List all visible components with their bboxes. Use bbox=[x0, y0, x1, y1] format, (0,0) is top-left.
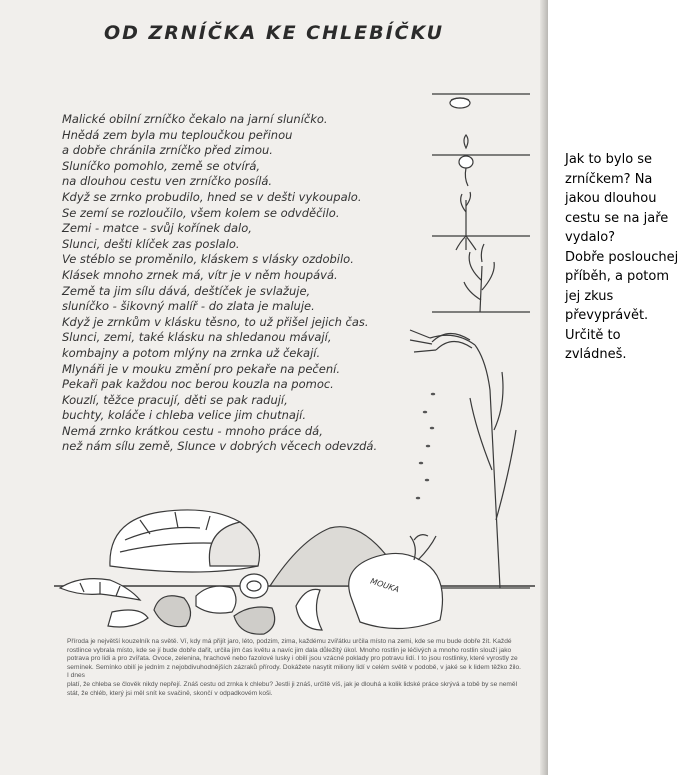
seed-stage-illustration bbox=[432, 94, 530, 108]
caption-text bbox=[67, 638, 521, 698]
caption-line: Příroda je největší kouzelník na světě. Ví, kdy má přijít jaro, léto, podzim, zima, každému zvířátku určila místo na zemi, kde se mu bude dobře žít. Každé bbox=[67, 638, 512, 645]
poem-line: a dobře chránila zrníčko před zimou. bbox=[62, 143, 273, 158]
poem-line: Mlynáři je v mouku změní pro pekaře na pečení. bbox=[62, 361, 340, 376]
poem-line: Pekaři pak každou noc berou kouzla na pomoc. bbox=[62, 377, 334, 392]
sidenote-line: převyprávět. bbox=[565, 308, 649, 323]
baguette-illustration bbox=[108, 610, 148, 627]
sidenote-line: Jak to bylo se bbox=[565, 152, 653, 167]
crescent-roll-illustration bbox=[296, 589, 322, 630]
poem-line: Slunci, zemi, také klásku na shledanou mávají, bbox=[62, 330, 332, 345]
caption-line: semínek. Semínko obilí je jedním z nejobdivuhodnějších zázraků přírody. Dokážete nasytit miliony lidí v celém světě v podobě, v jaké se k lidem těžko žilo. I dnes bbox=[67, 663, 521, 680]
poem-line: kombajny a potom mlýny na zrnka už čekají. bbox=[62, 345, 321, 360]
caption-line: rostlince vybrala místo, kde se jí bude dobře dařit, určila jim čas květu a navíc jim dala důležitý úkol. Mnoho rostlin je léčivých a mnoho rostlin slouží jako bbox=[67, 646, 512, 654]
sidenote-line: vydalo? bbox=[565, 230, 616, 245]
caption-line: potrava pro lidi a pro zvířata. Ovoce, zelenina, hrachové nebo fazolové lusky i obilí jsou vzácné poklady pro potravu lidí. I to jsou rostlinky, které vyrostly ze bbox=[67, 655, 518, 663]
poem-line: Nemá zrnko krátkou cestu - mnoho práce dá, bbox=[62, 423, 323, 438]
sidenote-line: zvládneš. bbox=[565, 347, 627, 362]
flour-sack-label: MOUKA bbox=[369, 576, 401, 595]
bread-slice-illustration bbox=[154, 596, 191, 627]
bread-slice-illustration-2 bbox=[234, 607, 275, 634]
sprout-illustration bbox=[432, 192, 530, 250]
caption-line: stát, že chléb, který jsi měl snít ke svačině, skončí v odpadkovém koši. bbox=[67, 689, 273, 697]
poem-line: Klásek mnoho zrnek má, vítr je v něm houpává. bbox=[62, 267, 338, 282]
sidenote-line: příběh, a potom bbox=[565, 269, 669, 284]
round-slice-illustration bbox=[240, 574, 268, 598]
croissant-illustration bbox=[60, 579, 140, 600]
sidenote-line: Určitě to bbox=[565, 327, 621, 343]
poem-line: Slunci, dešti klíček zas poslalo. bbox=[62, 236, 240, 251]
sidenote-line: cestu se na jaře bbox=[565, 210, 669, 226]
poem-line: Ve stéblo se proměnilo, kláskem s vlásky ozdobilo. bbox=[62, 252, 354, 267]
poem-line: Sluníčko pomohlo, země se otvírá, bbox=[62, 158, 261, 173]
poem-line: Zemi - matce - svůj kořínek dalo, bbox=[62, 221, 252, 236]
poem-line: Země ta jim sílu dává, deštíček je svlažuje, bbox=[62, 283, 311, 298]
poem-line: Když se zrnko probudilo, hned se v dešti vykoupalo. bbox=[62, 189, 362, 204]
poem-line: než nám sílu země, Slunce v dobrých věcech odevzdá. bbox=[62, 439, 378, 454]
poem-line: Kouzlí, těžce pracují, děti se pak radují, bbox=[62, 392, 288, 407]
poem-line: buchty, koláče i chleba velice jim chutnají. bbox=[62, 408, 307, 423]
poem-line: na dlouhou cestu ven zrníčko posílá. bbox=[62, 174, 273, 189]
sidenote-line: jej zkus bbox=[565, 288, 614, 304]
germinating-seed-illustration bbox=[432, 135, 530, 186]
sidenote-line: Dobře poslouchej bbox=[565, 249, 679, 265]
roll-illustration bbox=[196, 586, 236, 613]
sidenote-line: zrníčkem? Na bbox=[565, 171, 653, 187]
poem-line: Hnědá zem byla mu teploučkou peřinou bbox=[62, 127, 293, 142]
sidenote-line: jakou dlouhou bbox=[565, 191, 657, 206]
sidenote-instructions bbox=[565, 150, 690, 365]
young-plant-illustration bbox=[432, 244, 530, 312]
worksheet-title: OD ZRNÍČKA KE CHLEBÍČKU bbox=[103, 22, 445, 44]
poem-line: Se zemí se rozloučilo, všem kolem se odvděčilo. bbox=[62, 205, 340, 220]
poem-line: Když je zrnkům v klásku těsno, to už přišel jejich čas. bbox=[62, 314, 369, 329]
bread-loaf-illustration bbox=[110, 510, 260, 572]
poem-line: Malické obilní zrníčko čekalo na jarní sluníčko. bbox=[62, 112, 328, 126]
poem-line: sluníčko - šikovný malíř - do zlata je maluje. bbox=[62, 299, 315, 314]
falling-grains-illustration bbox=[416, 393, 435, 500]
caption-line: platí, že chleba se člověk nikdy nepřejí. Znáš cestu od zrnka k chlebu? Jestli ji znáš, určitě víš, jak je dlouhá a kolik lidské práce skrývá a tobě by se neměl bbox=[67, 680, 518, 688]
